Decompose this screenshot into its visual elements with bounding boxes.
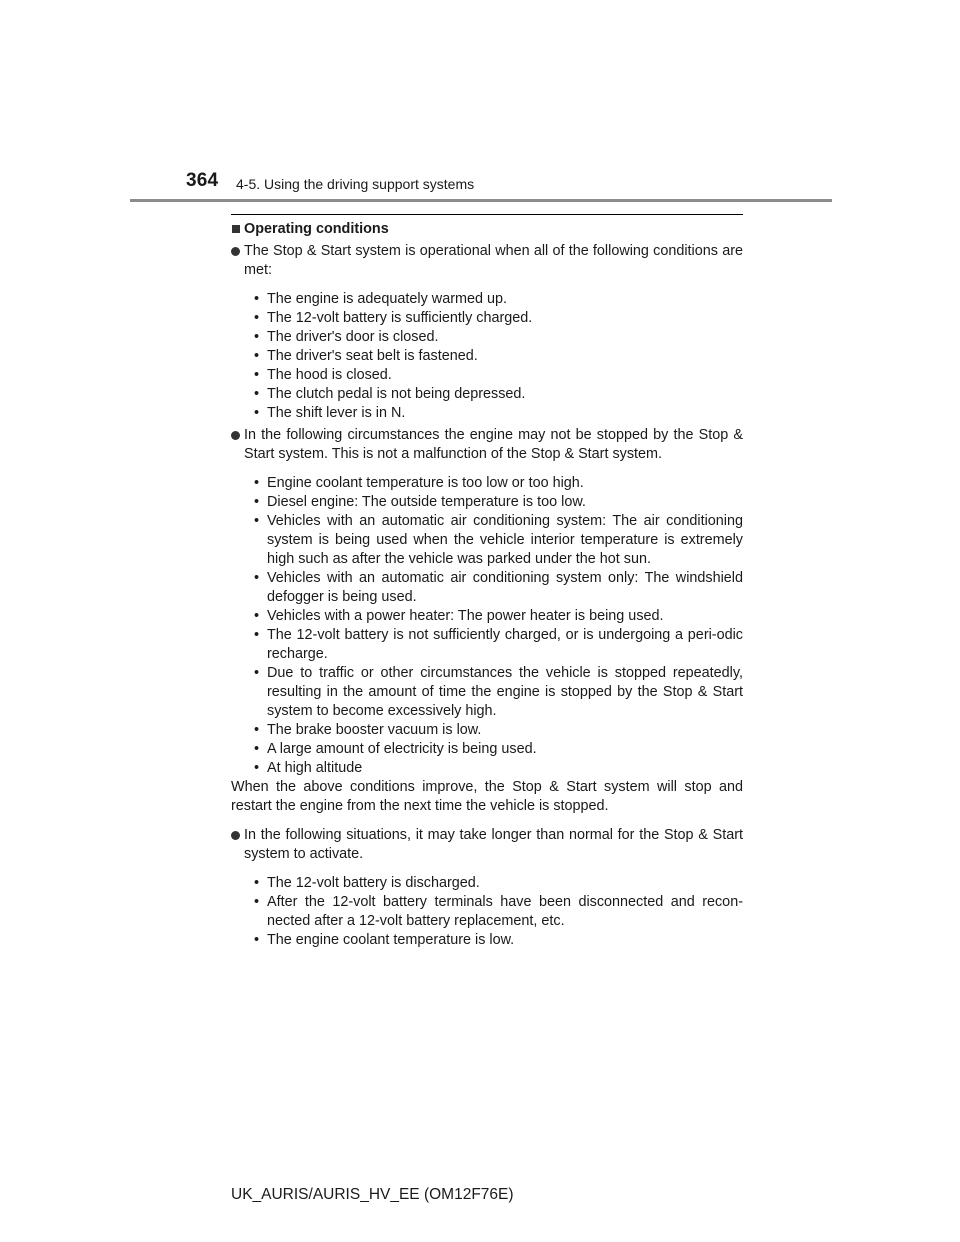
list-item: • The 12-volt battery is discharged.: [231, 874, 743, 893]
list-item: • The engine coolant temperature is low.: [231, 931, 743, 950]
list-item: • The 12-volt battery is not sufficiently charged, or is undergoing a peri-odic recharge.: [231, 626, 743, 664]
list-item: • The driver's seat belt is fastened.: [231, 347, 743, 366]
section-title: 4-5. Using the driving support systems: [236, 176, 475, 192]
sub-list: [231, 874, 743, 950]
list-item: • Vehicles with an automatic air conditioning system: The air conditioning system is being used when the vehicle interior temperature is extremely high such as after the vehicle was parked under the hot sun.: [231, 512, 743, 569]
sub-list: [231, 474, 743, 778]
bullet-paragraph: The Stop & Start system is operational when all of the following conditions are met:: [231, 242, 743, 280]
header-divider: [130, 199, 832, 202]
content-area: [231, 220, 743, 950]
bullet-paragraph: In the following circumstances the engine may not be stopped by the Stop & Start system. This is not a malfunction of the Stop & Start system.: [231, 426, 743, 464]
list-item: • At high altitude: [231, 759, 743, 778]
list-item: • Engine coolant temperature is too low or too high.: [231, 474, 743, 493]
list-item: • A large amount of electricity is being used.: [231, 740, 743, 759]
document-code: UK_AURIS/AURIS_HV_EE (OM12F76E): [231, 1186, 514, 1203]
list-item: • The brake booster vacuum is low.: [231, 721, 743, 740]
follow-up-paragraph: When the above conditions improve, the Stop & Start system will stop and restart the engine from the next time the vehicle is stopped.: [231, 779, 743, 814]
list-item: • After the 12-volt battery terminals have been disconnected and recon-nected after a 12-volt battery replacement, etc.: [231, 893, 743, 931]
list-item: • The driver's door is closed.: [231, 328, 743, 347]
list-item: • The clutch pedal is not being depressed.: [231, 385, 743, 404]
page-number: 364: [186, 170, 219, 191]
list-item: • The shift lever is in N.: [231, 404, 743, 423]
list-item: • Vehicles with an automatic air conditioning system only: The windshield defogger is being used.: [231, 569, 743, 607]
list-item: • Vehicles with a power heater: The power heater is being used.: [231, 607, 743, 626]
content-top-rule: [231, 214, 743, 215]
list-item: • The 12-volt battery is sufficiently charged.: [231, 309, 743, 328]
list-item: • The hood is closed.: [231, 366, 743, 385]
list-item: • Diesel engine: The outside temperature is too low.: [231, 493, 743, 512]
bullet-paragraph: In the following situations, it may take longer than normal for the Stop & Start system to activate.: [231, 826, 743, 864]
list-item: • The engine is adequately warmed up.: [231, 290, 743, 309]
sub-list: [231, 290, 743, 423]
section-heading: Operating conditions: [231, 220, 743, 239]
list-item: • Due to traffic or other circumstances the vehicle is stopped repeatedly, resulting in the amount of time the engine is stopped by the Stop & Start system to become excessively high.: [231, 664, 743, 721]
